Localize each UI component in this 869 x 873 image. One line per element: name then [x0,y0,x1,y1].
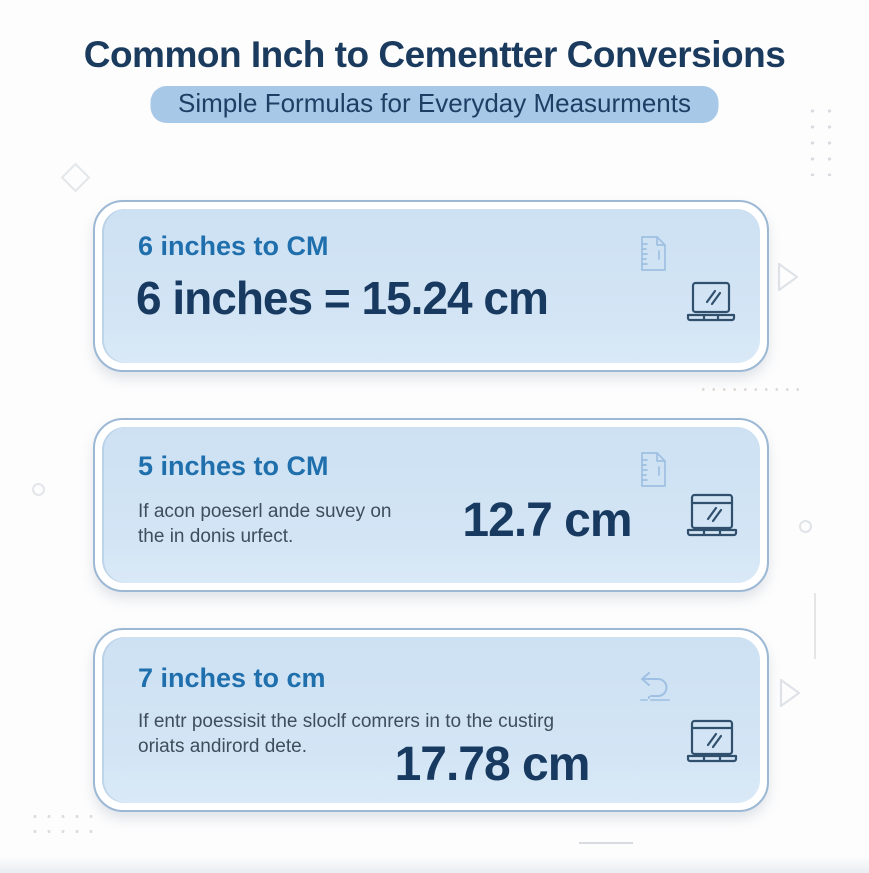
circle-outline-right [799,520,812,533]
horizontal-line-shape [579,842,633,844]
card-heading: 5 inches to CM [138,451,329,481]
ruler-document-icon [640,451,667,488]
card-body [102,209,760,363]
ruler-document-icon [640,235,667,272]
conversion-card-7in [93,628,769,812]
bottom-gradient [0,857,869,873]
card-heading: 6 inches to CM [138,231,329,261]
triangle-outline-right-2 [779,678,801,708]
conversion-value: 17.78 cm [394,738,590,791]
conversion-value: 6 inches = 15.24 cm [136,272,548,324]
card-description: If entr poessisit the sloclf comrers in to the custirg oriats andirord dete. [138,711,555,758]
undo-arrow-icon [637,671,673,705]
card-body [102,637,760,803]
circle-outline-left [32,483,45,496]
conversion-value: 12.7 cm [462,494,632,547]
laptop-icon [686,493,738,537]
diamond-outline-shape [61,163,91,193]
conversion-card-6in [93,200,769,372]
vertical-line-shape [814,593,816,659]
page-title: Common Inch to Cementter Conversions [83,34,786,75]
page-subtitle: Simple Formulas for Everyday Measurments [150,86,719,123]
card-description: If acon poeserl ande suvey on the in donis urfect. [138,501,392,548]
laptop-icon [686,719,738,763]
laptop-icon [686,281,736,322]
triangle-outline-right-1 [777,262,799,292]
card-body [102,427,760,583]
dot-grid-top-right [803,100,837,176]
dot-grid-middle-right [697,379,799,403]
card-heading: 7 inches to cm [138,663,326,693]
conversion-card-5in [93,418,769,592]
dot-grid-bottom-left [26,806,96,834]
